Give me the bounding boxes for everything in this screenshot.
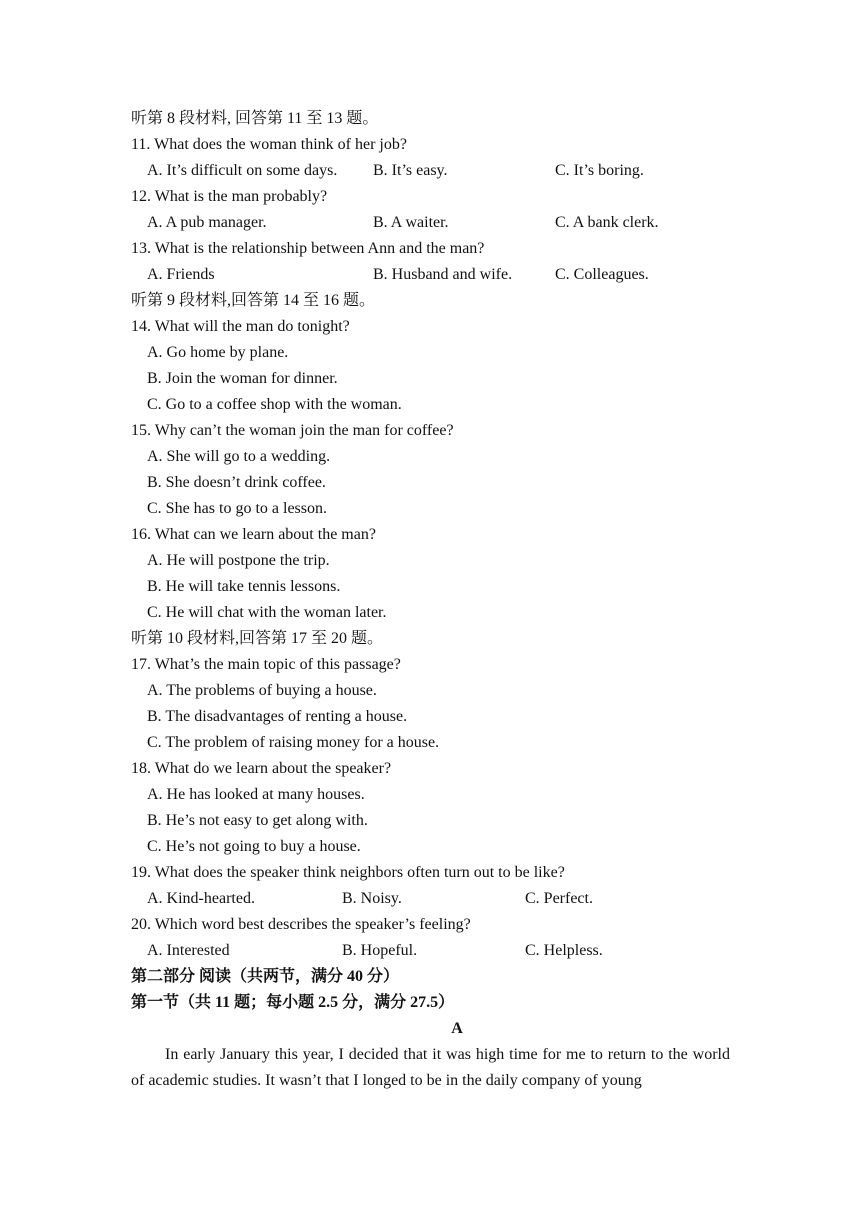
question-11-stem: 11. What does the woman think of her job?	[131, 136, 407, 153]
section-8-heading: 听第 8 段材料, 回答第 11 至 13 题。	[131, 110, 379, 127]
question-13-stem: 13. What is the relationship between Ann and the man?	[131, 240, 485, 257]
question-11-option-b: B. It’s easy.	[373, 162, 448, 179]
question-17-stem: 17. What’s the main topic of this passage?	[131, 656, 401, 673]
question-17-option-a: A. The problems of buying a house.	[147, 682, 377, 699]
question-18-option-a: A. He has looked at many houses.	[147, 786, 365, 803]
question-20-stem: 20. Which word best describes the speaker’s feeling?	[131, 916, 471, 933]
question-14-option-b: B. Join the woman for dinner.	[147, 370, 338, 387]
question-12-option-b: B. A waiter.	[373, 214, 449, 231]
question-20-option-b: B. Hopeful.	[342, 942, 418, 959]
question-19-option-b: B. Noisy.	[342, 890, 402, 907]
question-14-stem: 14. What will the man do tonight?	[131, 318, 350, 335]
part-2-heading: 第二部分 阅读（共两节，满分 40 分）	[131, 968, 400, 985]
section-1-heading: 第一节（共 11 题；每小题 2.5 分，满分 27.5）	[131, 994, 455, 1011]
question-18-stem: 18. What do we learn about the speaker?	[131, 760, 392, 777]
section-9-heading: 听第 9 段材料,回答第 14 至 16 题。	[131, 292, 376, 309]
question-13-option-c: C. Colleagues.	[555, 266, 649, 283]
question-17-option-c: C. The problem of raising money for a house.	[147, 734, 440, 751]
question-12-stem: 12. What is the man probably?	[131, 188, 328, 205]
question-15-stem: 15. Why can’t the woman join the man for coffee?	[131, 422, 454, 439]
question-11-option-c: C. It’s boring.	[555, 162, 644, 179]
question-12-option-c: C. A bank clerk.	[555, 214, 659, 231]
question-15-option-a: A. She will go to a wedding.	[147, 448, 331, 465]
question-14-option-c: C. Go to a coffee shop with the woman.	[147, 396, 402, 413]
question-13-option-a: A. Friends	[147, 266, 215, 283]
question-20-option-c: C. Helpless.	[525, 942, 603, 959]
question-19-stem: 19. What does the speaker think neighbors often turn out to be like?	[131, 864, 565, 881]
passage-paragraph: In early January this year, I decided that it was high time for me to return to the world of academic studies. It wasn’t that I longed to be in the daily company of young	[131, 1046, 730, 1089]
passage-letter: A	[451, 1020, 463, 1037]
question-19-option-c: C. Perfect.	[525, 890, 593, 907]
question-14-option-a: A. Go home by plane.	[147, 344, 289, 361]
question-18-option-b: B. He’s not easy to get along with.	[147, 812, 368, 829]
question-20-option-a: A. Interested	[147, 942, 230, 959]
question-17-option-b: B. The disadvantages of renting a house.	[147, 708, 408, 725]
question-13-option-b: B. Husband and wife.	[373, 266, 513, 283]
question-19-option-a: A. Kind-hearted.	[147, 890, 255, 907]
question-12-option-a: A. A pub manager.	[147, 214, 267, 231]
question-15-option-b: B. She doesn’t drink coffee.	[147, 474, 326, 491]
question-11-option-a: A. It’s difficult on some days.	[147, 162, 338, 179]
question-16-option-c: C. He will chat with the woman later.	[147, 604, 387, 621]
question-16-option-b: B. He will take tennis lessons.	[147, 578, 341, 595]
question-15-option-c: C. She has to go to a lesson.	[147, 500, 327, 517]
question-16-stem: 16. What can we learn about the man?	[131, 526, 376, 543]
section-10-heading: 听第 10 段材料,回答第 17 至 20 题。	[131, 630, 384, 647]
question-16-option-a: A. He will postpone the trip.	[147, 552, 330, 569]
question-18-option-c: C. He’s not going to buy a house.	[147, 838, 361, 855]
